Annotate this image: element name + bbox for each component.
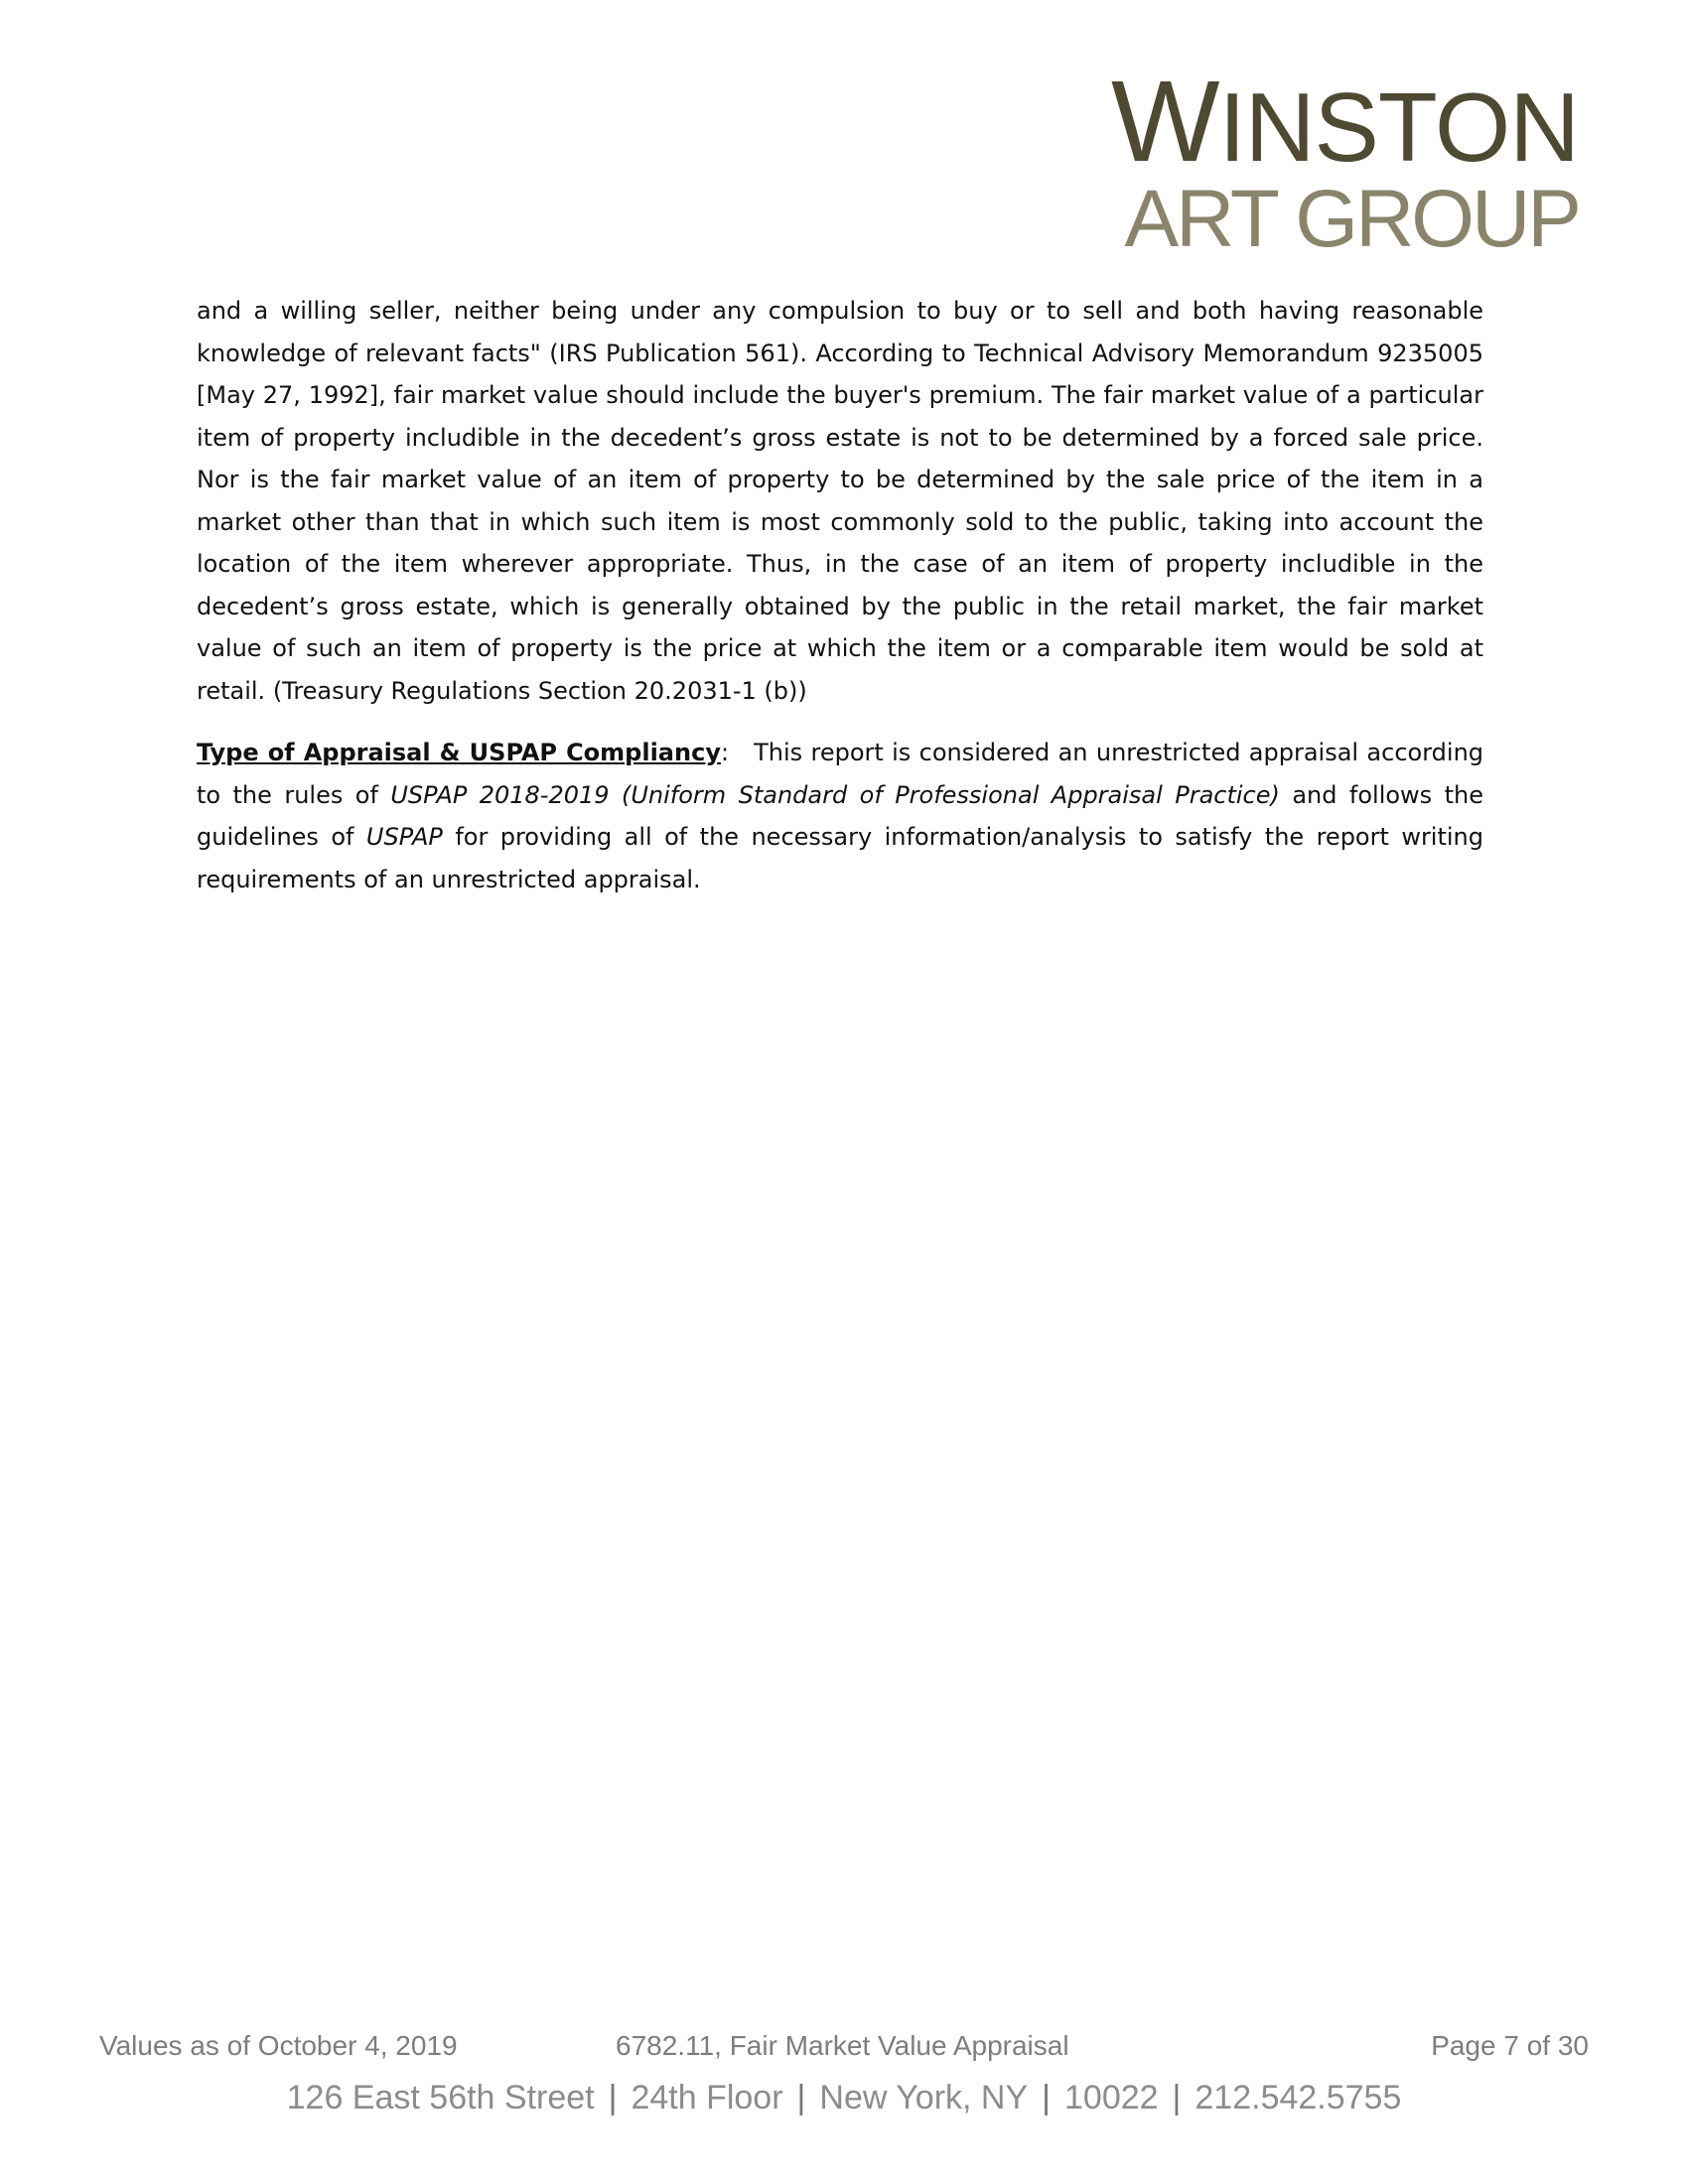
separator: | [608,2079,618,2116]
address-floor: 24th Floor [631,2079,783,2116]
address-street: 126 East 56th Street [286,2079,595,2116]
separator: | [796,2079,806,2116]
paragraph-fair-market-value: and a willing seller, neither being under any compulsion to buy or to sell and both having reasonable knowledge of relevant facts" (IRS Publication 561). According to Technical Advisory Memorandum 9235005 [May 27, 1992], fair market value should include the buyer's premium. The fair market value of a particular item of property includible in the decedent’s gross estate is not to be determined by a forced sale price. Nor is the fair market value of an item of property to be determined by the sale price of the item in a market other than that in which such item is most commonly sold to the public, taking into account the location of the item wherever appropriate. Thus, in the case of an item of property includible in the decedent’s gross estate, which is generally obtained by the public in the retail market, the fair market value of such an item of property is the price at which the item or a comparable item would be sold at retail. (Treasury Regulations Section 20.2031-1 (b)) [197,297,1483,705]
address-city: New York, NY [819,2079,1029,2116]
separator: | [1042,2079,1051,2116]
separator: | [1172,2079,1182,2116]
footer-info [99,2030,1589,2070]
address-zip: 10022 [1064,2079,1159,2116]
logo-rest: INSTON [1218,72,1579,182]
uspap-italic: USPAP [365,823,443,851]
paragraph-text: This report is considered an unrestricted appraisal according to the rules of [197,739,1484,809]
footer-values-date: Values as of October 4, 2019 [99,2030,458,2061]
footer-address [0,2079,1688,2117]
logo-wordmark-art-group: ART GROUP [1124,174,1579,264]
paragraph-text: for providing all of the necessary information/analysis to satisfy the report writing requirements of an unrestricted appraisal. [197,823,1484,893]
company-logo [1111,57,1579,264]
document-body [197,290,1483,920]
logo-initial: W [1111,57,1219,186]
section-heading-colon: : [720,739,730,766]
section-heading: Type of Appraisal & USPAP Compliancy [197,739,721,766]
footer-report-id: 6782.11, Fair Market Value Appraisal [616,2030,1069,2061]
footer-page-number: Page 7 of 30 [1431,2030,1589,2061]
paragraph-appraisal-type [197,732,1483,900]
phone-number: 212.542.5755 [1195,2079,1402,2116]
logo-wordmark-winston [1111,57,1579,186]
paragraph-text: and follows the guidelines of [197,780,1483,851]
uspap-title-italic: USPAP 2018-2019 (Uniform Standard of Professional Appraisal Practice) [390,780,1280,809]
